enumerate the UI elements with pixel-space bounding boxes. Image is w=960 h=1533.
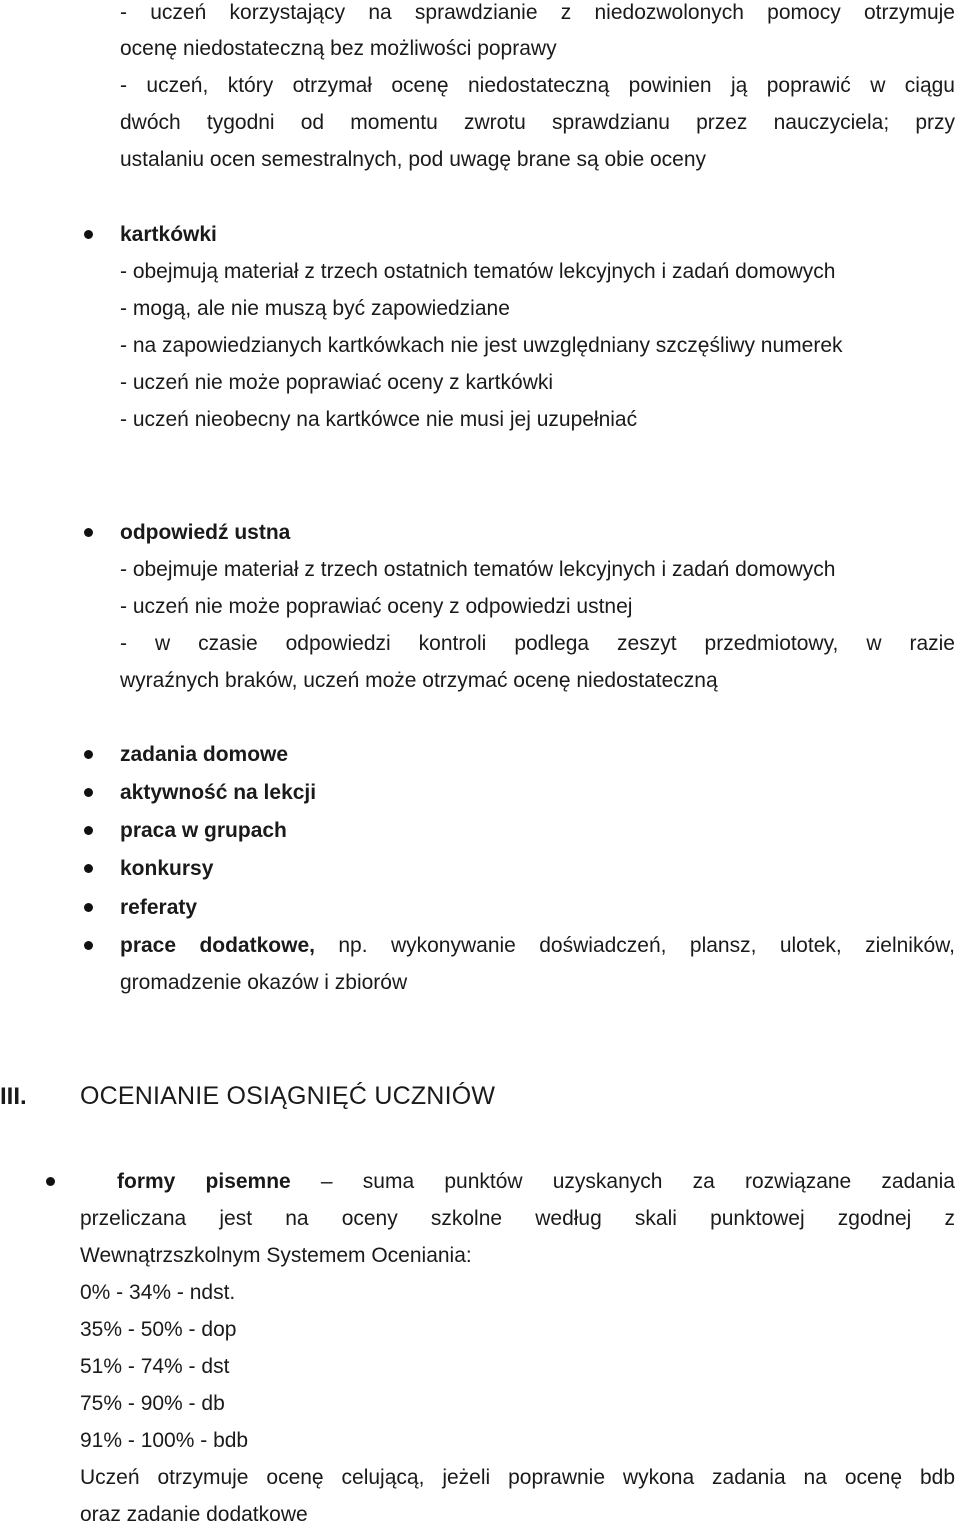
scale-item: 51% - 74% - dst	[80, 1355, 230, 1378]
text-line: - uczeń nie może poprawiać oceny z kartkówki	[120, 371, 554, 394]
text-line: - uczeń, który otrzymał ocenę niedostateczną powinien ją poprawić w ciągu	[120, 74, 955, 97]
bullet-icon	[84, 941, 93, 950]
text-line: - w czasie odpowiedzi kontroli podlega zeszyt przedmiotowy, w razie	[120, 632, 955, 655]
bullet-icon	[84, 826, 93, 835]
scale-item: 35% - 50% - dop	[80, 1318, 237, 1341]
text-line: - obejmują materiał z trzech ostatnich tematów lekcyjnych i zadań domowych	[120, 260, 836, 283]
text-line: - uczeń nieobecny na kartkówce nie musi jej uzupełniać	[120, 408, 638, 431]
bullet-icon	[84, 230, 93, 239]
text-line: - uczeń nie może poprawiać oceny z odpowiedzi ustnej	[120, 595, 633, 618]
text-line: przeliczana jest na oceny szkolne według skali punktowej zgodnej z	[80, 1207, 955, 1230]
list-item: konkursy	[120, 857, 214, 880]
bullet-icon	[84, 864, 93, 873]
text-line: Wewnątrzszkolnym Systemem Oceniania:	[80, 1244, 472, 1267]
written-forms-bold: formy pisemne	[117, 1170, 291, 1193]
text-line: - na zapowiedzianych kartkówkach nie jest uwzględniany szczęśliwy numerek	[120, 334, 843, 357]
text-line: wyraźnych braków, uczeń może otrzymać ocenę niedostateczną	[120, 669, 718, 692]
bullet-icon	[84, 903, 93, 912]
scale-item: 91% - 100% - bdb	[80, 1429, 249, 1452]
text-line: Uczeń otrzymuje ocenę celującą, jeżeli poprawnie wykona zadania na ocenę bdb	[80, 1466, 955, 1489]
list-item-extra	[120, 927, 955, 964]
section-number: III.	[0, 1083, 27, 1110]
section-heading: OCENIANIE OSIĄGNIĘĆ UCZNIÓW	[80, 1082, 496, 1110]
text-line: - obejmuje materiał z trzech ostatnich tematów lekcyjnych i zadań domowych	[120, 558, 836, 581]
list-item-extra-rest: np. wykonywanie doświadczeń, plansz, ulotek, zielników,	[314, 934, 955, 957]
bullet-icon	[46, 1177, 55, 1186]
section-title-kartkowki: kartkówki	[120, 223, 217, 246]
text-line: gromadzenie okazów i zbiorów	[120, 971, 408, 994]
bullet-icon	[84, 788, 93, 797]
list-item-extra-bold: prace dodatkowe,	[120, 934, 315, 957]
text-line: ocenę niedostateczną bez możliwości poprawy	[120, 37, 557, 60]
text-line: oraz zadanie dodatkowe	[80, 1503, 308, 1526]
text-line: - mogą, ale nie muszą być zapowiedziane	[120, 297, 510, 320]
scale-item: 0% - 34% - ndst.	[80, 1281, 236, 1304]
list-item: praca w grupach	[120, 819, 287, 842]
text-line: dwóch tygodni od momentu zwrotu sprawdzianu przez nauczyciela; przy	[120, 111, 955, 134]
text-line: ustalaniu ocen semestralnych, pod uwagę brane są obie oceny	[120, 148, 707, 171]
section-title-odpowiedz: odpowiedź ustna	[120, 521, 291, 544]
scale-item: 75% - 90% - db	[80, 1392, 225, 1415]
bullet-icon	[84, 528, 93, 537]
text-line: - uczeń korzystający na sprawdzianie z niedozwolonych pomocy otrzymuje	[120, 1, 955, 24]
list-item: aktywność na lekcji	[120, 781, 317, 804]
list-item: referaty	[120, 896, 198, 919]
list-item: zadania domowe	[120, 743, 289, 766]
bullet-icon	[84, 750, 93, 759]
written-forms-rest: – suma punktów uzyskanych za rozwiązane zadania	[290, 1170, 955, 1193]
written-forms-line	[117, 1163, 955, 1200]
